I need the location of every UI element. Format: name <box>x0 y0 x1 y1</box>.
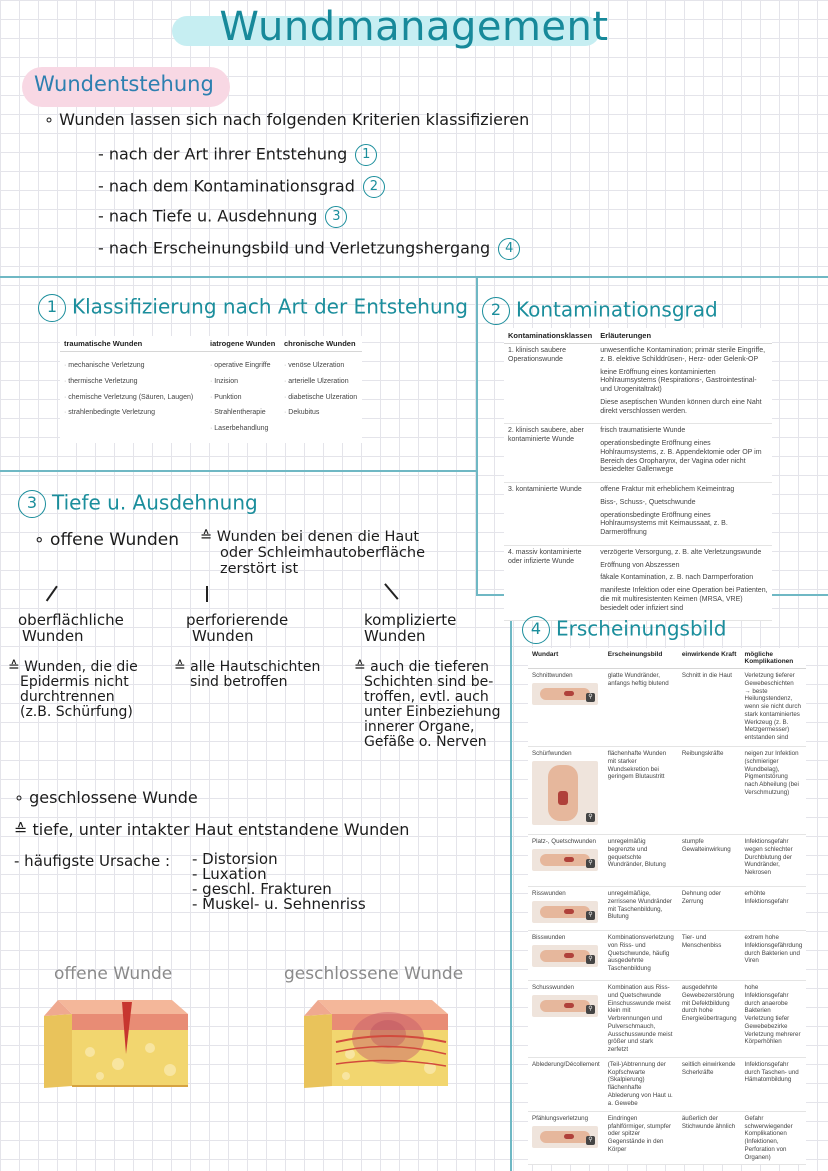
table-cell: Schnittwunden ⚲ <box>528 669 604 747</box>
table-cell: Pfählungsverletzung ⚲ <box>528 1111 604 1165</box>
wound-thumbnail[interactable] <box>532 683 598 705</box>
contamination-table <box>504 328 772 621</box>
tree-connector <box>384 584 398 600</box>
table-cell: erhöhte Infektionsgefahr <box>741 887 807 931</box>
table-header: chronische Wunden <box>280 336 362 352</box>
table-cell: Gefahr schwerwiegender Komplikationen (Infektionen, Perforation von Organen) <box>741 1111 807 1165</box>
table-cell: stumpfe Gewalteinwirkung <box>678 835 741 887</box>
section4-heading <box>522 616 726 644</box>
table-cell: seitlich einwirkende Scherkräfte <box>678 1057 741 1111</box>
intro-label: Wunden lassen sich nach folgenden Kriterien klassifizieren <box>59 110 530 129</box>
branch-oberflaechlich-desc: ≙ Wunden, die die Epidermis nicht durchtrennen (z.B. Schürfung) <box>8 659 138 720</box>
table-cell: 4. massiv kontaminierte oder infizierte Wunde <box>504 545 596 621</box>
section-number-circle: 3 <box>18 490 46 518</box>
table-cell: Tier- und Menschenbiss <box>678 931 741 981</box>
tree-connector <box>46 586 58 602</box>
zoom-icon[interactable]: ⚲ <box>586 1136 595 1145</box>
table-cell: unregelmäßig begrenzte und gequetschte Wundränder, Blutung <box>604 835 678 887</box>
branch-oberflaechlich-title: oberflächliche Wunden <box>18 611 124 645</box>
table-cell: (Teil-)Abtrennung der Kopfschwarte (Skalpierung) flächenhafte Ablederung von Haut u. a. Gewebe <box>604 1057 678 1111</box>
criteria-label: nach dem Kontaminationsgrad <box>108 176 355 196</box>
wound-thumbnail[interactable] <box>532 901 598 923</box>
closed-wound-illustration <box>300 994 450 1094</box>
number-circle: 3 <box>325 206 347 228</box>
table-cell: Dehnung oder Zerrung <box>678 887 741 931</box>
table-cell: Infektionsgefahr wegen schlechter Durchblutung der Wundränder, Nekrosen <box>741 835 807 887</box>
section1-title: Klassifizierung nach Art der Entstehung <box>72 294 468 319</box>
table-cell <box>206 352 280 443</box>
wound-thumbnail[interactable] <box>532 849 598 871</box>
table-cell: Bisswunden ⚲ <box>528 931 604 981</box>
table-cell: neigen zur Infektion (schmieriger Wundbelag), Pigmentstörung nach Abheilung (bei Verschmutzung) <box>741 747 807 835</box>
classification-table <box>60 336 362 443</box>
zoom-icon[interactable]: ⚲ <box>586 955 595 964</box>
divider <box>476 276 478 594</box>
wound-thumbnail[interactable] <box>532 945 598 967</box>
table-cell: Schnitt in die Haut <box>678 669 741 747</box>
open-wound-illustration <box>40 994 190 1094</box>
table-cell: ausgedehnte Gewebezerstörung mit Defektbildung durch hohe Energieübertragung <box>678 981 741 1058</box>
section-number-circle: 2 <box>482 297 510 325</box>
criteria-label: nach Tiefe u. Ausdehnung <box>108 206 318 226</box>
number-circle: 2 <box>363 176 385 198</box>
list-item: · thermische Verletzung <box>64 378 202 387</box>
section1-heading <box>38 294 468 322</box>
table-row <box>528 887 806 931</box>
list-item: - geschl. Frakturen <box>192 880 332 898</box>
offene-wunden-label: ∘ offene Wunden <box>34 530 180 550</box>
list-item: · arterielle Ulzeration <box>284 378 358 387</box>
ursache-label: - häufigste Ursache : <box>14 852 171 870</box>
table-cell: glatte Wundränder, anfangs heftig blutend <box>604 669 678 747</box>
zoom-icon[interactable]: ⚲ <box>586 813 595 822</box>
table-cell: offene Fraktur mit erheblichem Keimeintrag Biss-, Schuss-, Quetschwunde operationsbedingte Eröffnung eines Hohlraumsystems mit Keimaussaat, z. B. Darmeröffnung <box>596 483 772 546</box>
criteria-item: - nach Tiefe u. Ausdehnung 3 <box>98 206 347 228</box>
list-item: · Dekubitus <box>284 409 358 418</box>
table-cell: Eindringen pfahlförmiger, stumpfer oder spitzer Gegenstände in den Körper <box>604 1111 678 1165</box>
criteria-item: - nach Erscheinungsbild und Verletzungshergang 4 <box>98 238 520 260</box>
list-item: · Strahlentherapie <box>210 409 276 418</box>
table-cell: unregelmäßige, zerrissene Wundränder mit Taschenbildung, Blutung <box>604 887 678 931</box>
table-header: iatrogene Wunden <box>206 336 280 352</box>
list-item: - Luxation <box>192 865 267 883</box>
intro-text: ∘ Wunden lassen sich nach folgenden Kriterien klassifizieren <box>44 110 530 129</box>
number-circle: 4 <box>498 238 520 260</box>
section3-heading <box>18 490 258 518</box>
section3-title: Tiefe u. Ausdehnung <box>52 490 258 515</box>
zoom-icon[interactable]: ⚲ <box>586 1005 595 1014</box>
branch-perforierend-desc: ≙ alle Hautschichten sind betroffen <box>174 659 321 690</box>
list-item: · operative Eingriffe <box>210 362 276 371</box>
list-item: · chemische Verletzung (Säuren, Laugen) <box>64 394 202 403</box>
criteria-item: - nach dem Kontaminationsgrad 2 <box>98 176 385 198</box>
zoom-icon[interactable]: ⚲ <box>586 859 595 868</box>
criteria-label: nach der Art ihrer Entstehung <box>108 144 348 164</box>
illustration-label-geschlossen: geschlossene Wunde <box>284 964 464 984</box>
section4-title: Erscheinungsbild <box>556 616 727 641</box>
table-cell: hohe Infektionsgefahr durch anaerobe Bakterien Verletzung tiefer Gewebebezirke Verletzung mehrerer Körperhöhlen <box>741 981 807 1058</box>
table-row <box>528 1111 806 1165</box>
list-item: · mechanische Verletzung <box>64 362 202 371</box>
table-cell: Schusswunden ⚲ <box>528 981 604 1058</box>
table-cell: extrem hohe Infektionsgefährdung durch Bakterien und Viren <box>741 931 807 981</box>
branch-kompliziert-title: komplizierte Wunden <box>364 611 457 645</box>
table-row <box>528 747 806 835</box>
branch-kompliziert-desc: ≙ auch die tieferen Schichten sind be- troffen, evtl. auch unter Einbeziehung innerer Organe, Gefäße o. Nerven <box>354 659 501 750</box>
wound-thumbnail[interactable] <box>532 1126 598 1148</box>
number-circle: 1 <box>355 144 377 166</box>
tree-connector <box>206 586 208 602</box>
ursachen-list <box>192 852 366 912</box>
list-item: · Punktion <box>210 394 276 403</box>
table-row <box>504 424 772 483</box>
table-cell: 2. klinisch saubere, aber kontaminierte Wunde <box>504 424 596 483</box>
page-title: Wundmanagement <box>219 4 609 50</box>
wundentstehung-heading: Wundentstehung <box>34 72 214 96</box>
wound-thumbnail[interactable] <box>532 995 598 1017</box>
table-cell: Schürfwunden ⚲ <box>528 747 604 835</box>
divider <box>0 470 476 472</box>
appearance-table <box>528 648 806 1165</box>
table-row <box>504 344 772 424</box>
table-header: Kontaminationsklassen <box>504 328 596 344</box>
table-row <box>528 669 806 747</box>
offene-wunden-definition: ≙ Wunden bei denen die Haut oder Schleimhautoberfläche zerstört ist <box>200 529 426 577</box>
table-cell: unwesentliche Kontamination; primär sterile Eingriffe, z. B. elektive Schilddrüsen-, Herz- oder Gelenk-OP keine Eröffnung eines kontaminierten Hohlraumsystems (Respirations-, Gastrointestinal- und Urogenitaltrakt) Diese aseptischen Wunden können durch eine Naht direkt verschlossen werden. <box>596 344 772 424</box>
table-header: traumatische Wunden <box>60 336 206 352</box>
table-header: Wundart <box>528 648 604 669</box>
table-cell: 3. kontaminierte Wunde <box>504 483 596 546</box>
criteria-label: nach Erscheinungsbild und Verletzungshergang <box>108 238 491 258</box>
table-cell: Platz-, Quetschwunden ⚲ <box>528 835 604 887</box>
table-cell: frisch traumatisierte Wunde operationsbedingte Eröffnung eines Hohlraumsystems, z. B. Appendektomie oder OP im Bereich des Oropharynx, der Vagina oder nicht besiedelter Gallenwege <box>596 424 772 483</box>
divider <box>0 276 828 278</box>
table-cell: flächenhafte Wunden mit starker Wundsekretion bei geringem Blutaustritt <box>604 747 678 835</box>
table-cell <box>60 352 206 443</box>
list-item: - Muskel- u. Sehnenriss <box>192 895 366 913</box>
list-item: · strahlenbedingte Verletzung <box>64 409 202 418</box>
list-item: · venöse Ulzeration <box>284 362 358 371</box>
table-header: mögliche Komplikationen <box>741 648 807 669</box>
section-number-circle: 4 <box>522 616 550 644</box>
table-row <box>504 545 772 621</box>
list-item: · Laserbehandlung <box>210 425 276 434</box>
section2-title: Kontaminationsgrad <box>516 297 718 322</box>
zoom-icon[interactable]: ⚲ <box>586 693 595 702</box>
table-header: einwirkende Kraft <box>678 648 741 669</box>
table-cell: Ablederung/Décollement <box>528 1057 604 1111</box>
zoom-icon[interactable]: ⚲ <box>586 911 595 920</box>
table-header: Erläuterungen <box>596 328 772 344</box>
geschlossene-wunde-label: ∘ geschlossene Wunde <box>14 788 198 807</box>
table-row <box>528 981 806 1058</box>
table-cell: verzögerte Versorgung, z. B. alte Verletzungswunde Eröffnung von Abszessen fäkale Kontamination, z. B. nach Darmperforation manifeste Infektion oder eine Operation bei Patienten, die mit multiresistenten Keimen (MRSA, VRE) besiedelt oder infiziert sind <box>596 545 772 621</box>
table-cell: Infektionsgefahr durch Taschen- und Hämatombildung <box>741 1057 807 1111</box>
illustration-label-offen: offene Wunde <box>54 964 173 984</box>
table-cell: Verletzung tieferer Gewebeschichten → beste Heilungstendenz, wenn sie nicht durch stark kontaminiertes Werkzeug (z. B. Metzgermesser) entstanden sind <box>741 669 807 747</box>
table-row <box>528 835 806 887</box>
section2-heading <box>482 297 718 325</box>
table-row <box>504 483 772 546</box>
table-row <box>528 931 806 981</box>
table-cell: 1. klinisch saubere Operationswunde <box>504 344 596 424</box>
list-item: · Inzision <box>210 378 276 387</box>
wound-thumbnail[interactable] <box>532 761 598 825</box>
list-item: - Distorsion <box>192 850 278 868</box>
branch-perforierend-title: perforierende Wunden <box>186 611 289 645</box>
table-cell: Reibungskräfte <box>678 747 741 835</box>
geschlossene-wunde-definition: ≙ tiefe, unter intakter Haut entstandene Wunden <box>14 820 410 839</box>
list-item: · diabetische Ulzeration <box>284 394 358 403</box>
table-cell: Kombination aus Riss- und Quetschwunde Einschusswunde meist klein mit Verbrennungen und Pulverschmauch, Ausschusswunde meist größer und stark zerfetzt <box>604 981 678 1058</box>
criteria-item: - nach der Art ihrer Entstehung 1 <box>98 144 377 166</box>
table-cell: Risswunden ⚲ <box>528 887 604 931</box>
table-header: Erscheinungsbild <box>604 648 678 669</box>
divider <box>510 594 512 1171</box>
table-cell: äußerlich der Stichwunde ähnlich <box>678 1111 741 1165</box>
table-cell: Kombinationsverletzung von Riss- und Quetschwunde, häufig ausgedehnte Taschenbildung <box>604 931 678 981</box>
table-row <box>528 1057 806 1111</box>
section-number-circle: 1 <box>38 294 66 322</box>
table-cell <box>280 352 362 443</box>
